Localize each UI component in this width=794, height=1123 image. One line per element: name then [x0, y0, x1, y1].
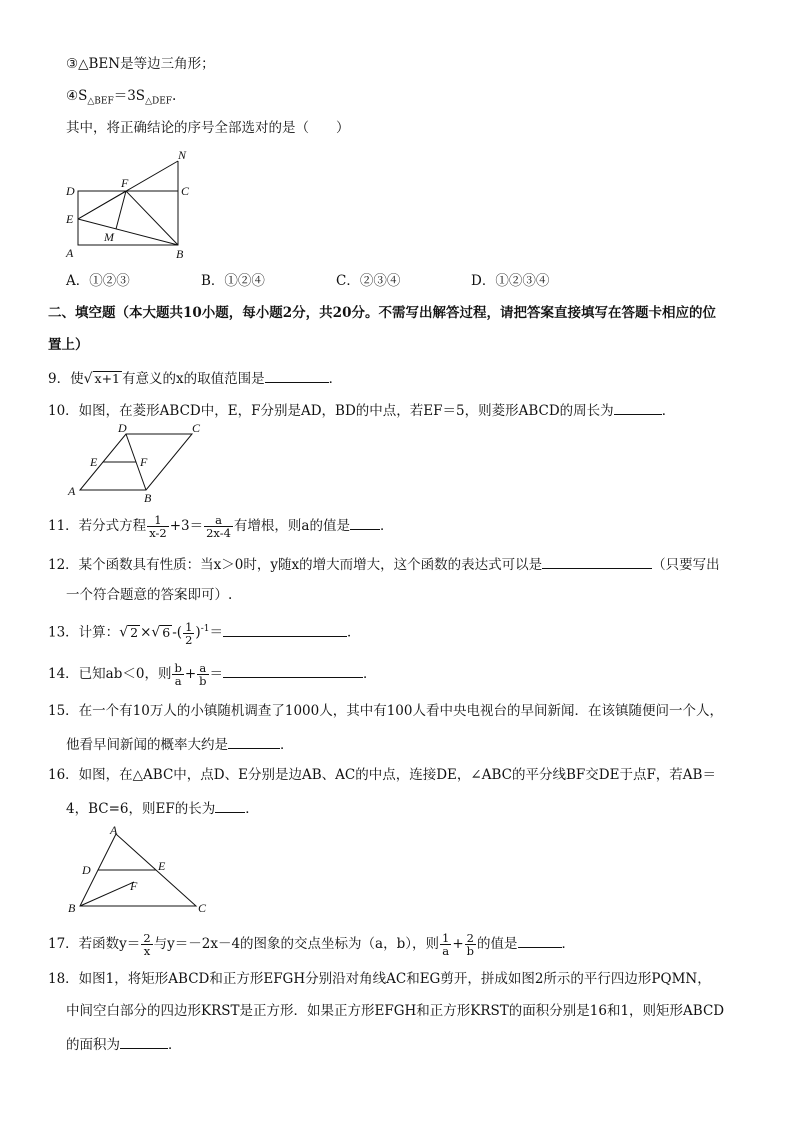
- q8-item3: [66, 55, 754, 73]
- q16-label-d: D: [82, 863, 91, 877]
- q15-line1: 15．在一个有10万人的小镇随机调查了1000人，其中有100人看中央电视台的早间新闻．在该镇随便问一个人，: [48, 703, 723, 719]
- question-10: [48, 400, 754, 420]
- q8-item3-text: ③△BEN是等边三角形；: [66, 56, 215, 72]
- q8-option-c[interactable]: C．②③④: [336, 273, 401, 289]
- q13-exponent: -1: [200, 624, 210, 634]
- q8-options: [66, 272, 754, 290]
- q16-label-a: A: [110, 824, 118, 837]
- q13-f-num: 1: [185, 619, 193, 634]
- q8-segment-fm: [116, 191, 126, 229]
- q13-times: ×: [140, 624, 152, 641]
- q10-label-a: A: [68, 484, 76, 498]
- sqrt-symbol: √: [119, 624, 129, 641]
- q14-end: ．: [363, 666, 377, 682]
- q18-line3: 的面积为: [66, 1037, 120, 1053]
- q17-f3-num: 2: [465, 932, 476, 945]
- q14-plus: +: [184, 666, 197, 682]
- q14-answer-blank[interactable]: [223, 663, 363, 678]
- question-14: [48, 662, 754, 687]
- q9-answer-blank[interactable]: [265, 368, 329, 383]
- question-18: [48, 970, 754, 988]
- q11-post: 有增根，则a的值是: [233, 518, 350, 534]
- q8-segment-eb: [78, 219, 178, 245]
- q18-line2: 中间空白部分的四边形KRST是正方形．如果正方形EFGH和正方形KRST的面积分别是16和1，则矩形ABCD: [66, 1003, 725, 1019]
- q8-option-d[interactable]: D．①②③④: [471, 273, 550, 289]
- sqrt-symbol: √: [151, 624, 161, 641]
- q17-f1-den: x: [143, 944, 151, 958]
- q17-end: ．: [561, 936, 576, 952]
- q17-post: 的值是: [477, 936, 518, 952]
- q11-end: ．: [379, 518, 394, 534]
- q17-plus: +: [452, 936, 464, 952]
- sqrt-symbol: √: [83, 371, 93, 387]
- q16-label-c: C: [198, 901, 207, 915]
- q12-answer-blank[interactable]: [542, 554, 652, 569]
- q17-fraction-1: [141, 932, 152, 957]
- question-15-cont: [66, 734, 754, 754]
- q17-f1-num: 2: [143, 931, 151, 945]
- q15-line2: 他看早间新闻的概率大约是: [66, 737, 228, 753]
- section-heading-text-2: 置上）: [48, 337, 89, 353]
- q14-f2-num: a: [197, 662, 208, 675]
- q13-end: ．: [346, 624, 361, 641]
- question-16-cont: [66, 798, 754, 818]
- q10-figure: [62, 422, 212, 504]
- question-9: [48, 368, 754, 388]
- q10-text: 10．如图，在菱形ABCD中，E，F分别是AD，BD的中点，若EF＝5，则菱形ABCD的周长为: [48, 403, 614, 419]
- q13-radicand-1: 2: [130, 624, 139, 640]
- question-12: [48, 554, 754, 574]
- q8-label-m: M: [104, 230, 114, 244]
- question-11: [48, 514, 754, 539]
- q14-pre: 14．已知ab＜0，则: [48, 666, 172, 682]
- q12-post: （只要写出: [652, 557, 720, 573]
- question-18-cont-2: [66, 1034, 754, 1054]
- q16-figure: [62, 824, 222, 919]
- q17-answer-blank[interactable]: [518, 933, 562, 948]
- q13-radicand-2: 6: [162, 624, 171, 640]
- q8-label-d: D: [66, 184, 75, 198]
- q8-option-a[interactable]: A．①②③: [66, 273, 130, 289]
- q9-pre: 9．使: [48, 371, 84, 387]
- q13-fraction: [183, 621, 194, 646]
- q8-segment-ef: [78, 191, 126, 219]
- q11-fraction-2: [204, 514, 233, 539]
- q11-f2-den: 2x-4: [206, 526, 231, 540]
- q8-prompt-text: 其中，将正确结论的序号全部选对的是（ ）: [66, 120, 350, 136]
- q16-label-f: F: [130, 879, 138, 893]
- q18-answer-blank[interactable]: [120, 1034, 168, 1049]
- q13-pre: 13．计算：: [48, 624, 120, 641]
- q18-line1: 18．如图1，将矩形ABCD和正方形EFGH分别沿对角线AC和EG剪开，拼成如图2所示的平行四边形PQMN，: [48, 971, 711, 987]
- q13-minus: -(: [172, 624, 183, 641]
- q13-answer-blank[interactable]: [223, 622, 347, 637]
- question-17: [48, 932, 754, 957]
- q11-f2-num: a: [204, 514, 233, 527]
- q17-f2-num: 1: [442, 931, 450, 945]
- question-15: [48, 702, 754, 720]
- q17-pre: 17．若函数y＝: [48, 936, 141, 952]
- q8-label-c: C: [181, 184, 190, 198]
- q10-answer-blank[interactable]: [614, 400, 662, 415]
- q16-line1: 16．如图，在△ABC中，点D、E分别是边AB、AC的中点，连接DE，∠ABC的平分线BF交DE于点F，若AB＝: [48, 767, 716, 783]
- q8-item4-sub2: △DEF: [145, 96, 173, 107]
- question-13: [48, 620, 754, 646]
- q11-pre: 11．若分式方程: [48, 518, 147, 534]
- q8-label-n: N: [178, 148, 187, 162]
- q17-f2-den: a: [442, 944, 450, 958]
- q17-fraction-3: [465, 932, 476, 957]
- q14-fraction-2: [197, 662, 208, 687]
- q12-line2: 一个符合题意的答案即可）.: [66, 587, 233, 603]
- q11-answer-blank[interactable]: [350, 515, 380, 530]
- section-heading-text: 二、填空题（本大题共10小题，每小题2分，共20分。不需写出解答过程，请把答案直接填写在答题卡相应的位: [48, 305, 716, 321]
- q8-item4: [66, 87, 754, 111]
- question-12-cont: [66, 586, 754, 604]
- q17-fraction-2: [440, 932, 451, 957]
- q8-label-e: E: [66, 212, 74, 226]
- q11-f1-den: x-2: [149, 526, 167, 540]
- q8-rect-abcd: [78, 191, 178, 245]
- q16-label-b: B: [68, 901, 76, 915]
- question-16: [48, 766, 754, 784]
- q14-f1-den: a: [174, 674, 182, 688]
- q10-label-e: E: [90, 455, 98, 469]
- q18-end: ．: [168, 1037, 182, 1053]
- q14-fraction-1: [172, 662, 183, 687]
- q8-label-f: F: [121, 176, 129, 190]
- q13-close: ): [195, 624, 201, 641]
- q9-radicand: x+1: [94, 371, 120, 386]
- section-heading: [48, 304, 754, 322]
- q8-item4-sub1: △BEF: [87, 96, 114, 107]
- q14-eq: ＝: [209, 666, 224, 682]
- q15-answer-blank[interactable]: [228, 734, 280, 749]
- q16-answer-blank[interactable]: [215, 798, 245, 813]
- q8-item4-mid: ＝3S: [113, 88, 146, 104]
- question-18-cont: [66, 1002, 754, 1020]
- q9-post: 有意义的x的取值范围是: [122, 371, 265, 387]
- q13-eq: ＝: [209, 624, 223, 641]
- q13-f-den: 2: [185, 632, 193, 647]
- q14-f2-den: b: [199, 674, 207, 688]
- q10-label-c: C: [192, 422, 201, 435]
- q8-item4-pre: ④S: [66, 88, 88, 104]
- q14-f1-num: b: [174, 661, 182, 675]
- q8-label-a: A: [66, 246, 74, 260]
- q16-end: ．: [245, 801, 259, 817]
- q16-line2: 4，BC=6，则EF的长为: [66, 801, 216, 817]
- q8-item4-end: .: [172, 88, 177, 104]
- q11-f1-num: 1: [147, 514, 169, 527]
- q17-mid: 与y＝－2x－4的图象的交点坐标为（a，b），则: [153, 936, 439, 952]
- q16-label-e: E: [158, 859, 166, 873]
- q15-end: ．: [280, 737, 294, 753]
- q10-label-f: F: [140, 455, 148, 469]
- q10-label-b: B: [144, 491, 152, 504]
- q11-fraction-1: [147, 514, 169, 539]
- q10-end: ．: [661, 403, 676, 419]
- q8-option-b[interactable]: B．①②④: [201, 273, 265, 289]
- q9-end: ．: [328, 371, 343, 387]
- q12-pre: 12．某个函数具有性质：当x＞0时，y随x的增大而增大，这个函数的表达式可以是: [48, 557, 543, 573]
- q16-bisector-bf: [80, 882, 134, 906]
- q8-segment-fb: [126, 191, 178, 245]
- q8-figure: [58, 145, 208, 265]
- q11-mid: +3＝: [169, 518, 204, 534]
- q8-label-b: B: [176, 247, 184, 261]
- q17-f3-den: b: [466, 944, 475, 958]
- q8-prompt: [66, 119, 754, 137]
- section-heading-cont: [48, 336, 754, 354]
- q10-label-d: D: [118, 422, 127, 435]
